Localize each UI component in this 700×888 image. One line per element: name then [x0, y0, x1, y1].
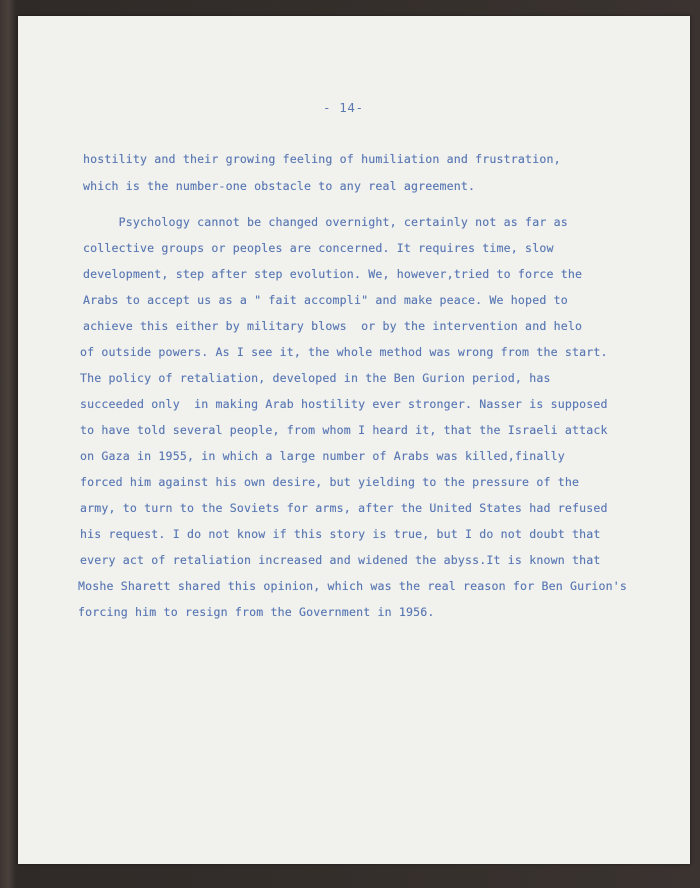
text-line: which is the number-one obstacle to any real agreement. — [83, 179, 476, 193]
text-line: of outside powers. As I see it, the whole method was wrong from the start. — [80, 345, 608, 359]
text-line: The policy of retaliation, developed in the Ben Gurion period, has — [80, 371, 551, 385]
text-line: succeeded only in making Arab hostility ever stronger. Nasser is supposed — [80, 397, 608, 411]
text-line: development, step after step evolution. We, however,tried to force the — [83, 267, 583, 281]
text-line: every act of retaliation increased and widened the abyss.It is known that — [80, 553, 601, 567]
page-number: - 14- — [323, 100, 364, 115]
text-line: collective groups or peoples are concerned. It requires time, slow — [83, 241, 554, 255]
text-line: hostility and their growing feeling of humiliation and frustration, — [83, 152, 561, 166]
text-line: his request. I do not know if this story is true, but I do not doubt that — [80, 527, 601, 541]
text-line: Psychology cannot be changed overnight, certainly not as far as — [83, 215, 568, 229]
text-line: on Gaza in 1955, in which a large number of Arabs was killed,finally — [80, 449, 565, 463]
text-line: to have told several people, from whom I heard it, that the Israeli attack — [80, 423, 608, 437]
text-line: forcing him to resign from the Government in 1956. — [78, 605, 435, 619]
text-line: achieve this either by military blows or by the intervention and helo — [83, 319, 583, 333]
text-line: Arabs to accept us as a " fait accompli" and make peace. We hoped to — [83, 293, 568, 307]
text-line: army, to turn to the Soviets for arms, after the United States had refused — [80, 501, 608, 515]
text-line: forced him against his own desire, but yielding to the pressure of the — [80, 475, 580, 489]
document-sheet — [18, 16, 690, 864]
text-line: Moshe Sharett shared this opinion, which was the real reason for Ben Gurion's — [78, 579, 628, 593]
